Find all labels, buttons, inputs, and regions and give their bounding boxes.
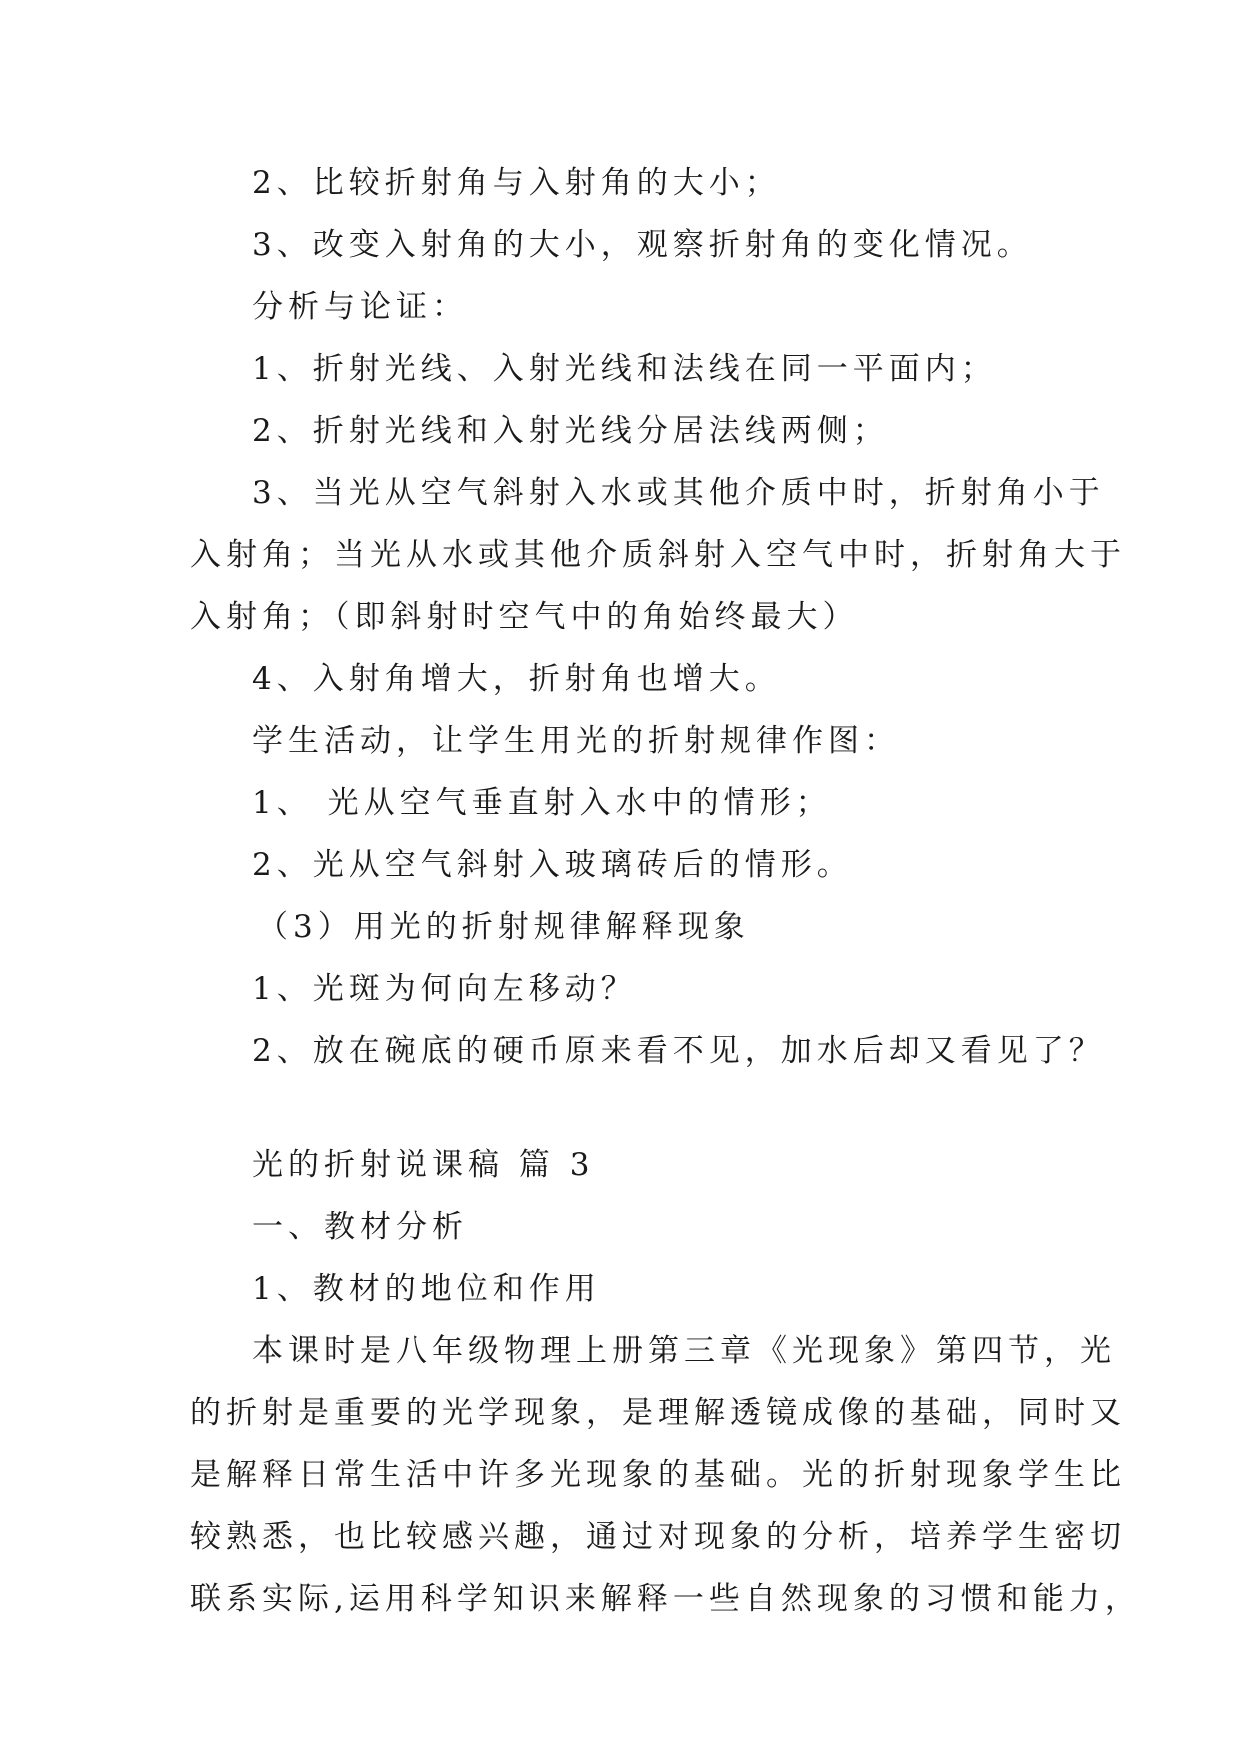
- text-line: 3、改变入射角的大小，观察折射角的变化情况。: [252, 227, 1033, 263]
- section-title: 光的折射说课稿 篇 3: [252, 1147, 595, 1183]
- text-line: 2、比较折射角与入射角的大小；: [252, 165, 781, 201]
- text-line: 入射角；（即斜射时空气中的角始终最大）: [190, 599, 859, 635]
- text-line: 入射角；当光从水或其他介质斜射入空气中时，折射角大于: [190, 537, 1126, 573]
- text-line: 4、入射角增大，折射角也增大。: [252, 661, 781, 697]
- text-line: 学生活动，让学生用光的折射规律作图：: [252, 723, 900, 759]
- text-line: 是解释日常生活中许多光现象的基础。光的折射现象学生比: [190, 1457, 1126, 1493]
- text-line: 分析与论证：: [252, 289, 468, 325]
- text-line: 2、光从空气斜射入玻璃砖后的情形。: [252, 847, 853, 883]
- heading: 一、教材分析: [252, 1209, 468, 1245]
- text-line: 较熟悉，也比较感兴趣，通过对现象的分析，培养学生密切: [190, 1519, 1126, 1555]
- text-line: 2、折射光线和入射光线分居法线两侧；: [252, 413, 889, 449]
- text-line: 联系实际,运用科学知识来解释一些自然现象的习惯和能力，: [190, 1581, 1141, 1617]
- text-line: 1、 光从空气垂直射入水中的情形；: [252, 785, 832, 821]
- text-line: 的折射是重要的光学现象，是理解透镜成像的基础，同时又: [190, 1395, 1126, 1431]
- text-line: 1、光斑为何向左移动？: [252, 971, 637, 1007]
- text-line: 本课时是八年级物理上册第三章《光现象》第四节，光: [252, 1333, 1116, 1369]
- subheading: 1、教材的地位和作用: [252, 1271, 601, 1307]
- text-line: 3、当光从空气斜射入水或其他介质中时，折射角小于: [252, 475, 1105, 511]
- text-line: 1、折射光线、入射光线和法线在同一平面内；: [252, 351, 997, 387]
- text-line: （3）用光的折射规律解释现象: [257, 909, 750, 945]
- text-line: 2、放在碗底的硬币原来看不见，加水后却又看见了？: [252, 1033, 1105, 1069]
